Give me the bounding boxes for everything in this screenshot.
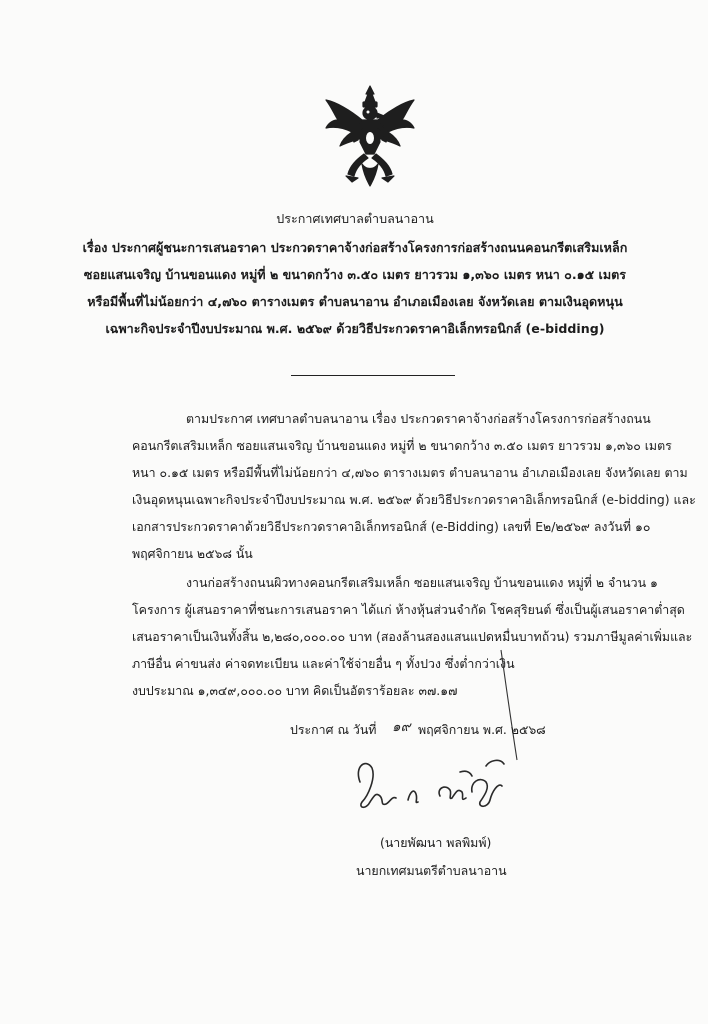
handwritten-signature <box>340 752 540 824</box>
announcement-date-prefix: ประกาศ ณ วันที่ <box>290 722 377 737</box>
subject-line-4: เฉพาะกิจประจำปีงบประมาณ พ.ศ. ๒๕๖๙ ด้วยวิธีประกวดราคาอิเล็กทรอนิกส์ (e-bidding) <box>105 321 605 336</box>
paragraph-1-line-6: พฤศจิกายน ๒๕๖๘ นั้น <box>132 546 253 561</box>
paragraph-1-line-5: เอกสารประกวดราคาด้วยวิธีประกวดราคาอิเล็กทรอนิกส์ (e-Bidding) เลขที่ E๒/๒๕๖๙ ลงวันที่ ๑๐ <box>132 519 651 534</box>
subject-line-3: หรือมีพื้นที่ไม่น้อยกว่า ๔,๗๖๐ ตารางเมตร ตำบลนาอาน อำเภอเมืองเลย จังหวัดเลย ตามเงินอุดหนุน <box>87 294 623 309</box>
paragraph-1-line-3: หนา ๐.๑๕ เมตร หรือมีพื้นที่ไม่น้อยกว่า ๔,๗๖๐ ตารางเมตร ตำบลนาอาน อำเภอเมืองเลย จังหวัดเลย ตาม <box>132 465 688 480</box>
paragraph-1-line-2: คอนกรีตเสริมเหล็ก ซอยแสนเจริญ บ้านขอนแดง หมู่ที่ ๒ ขนาดกว้าง ๓.๕๐ เมตร ยาวรวม ๑,๓๖๐ เมตร <box>132 438 672 453</box>
announcement-date-day: ๑๙ <box>392 719 411 735</box>
subject-line-1: เรื่อง ประกาศผู้ชนะการเสนอราคา ประกวดราคาจ้างก่อสร้างโครงการก่อสร้างถนนคอนกรีตเสริมเหล็ก <box>82 240 628 255</box>
paragraph-2-line-2: โครงการ ผู้เสนอราคาที่ชนะการเสนอราคา ได้แก่ ห้างหุ้นส่วนจำกัด โชคสุริยนต์ ซึ่งเป็นผู้เสนอราคาต่ำสุด <box>132 602 685 617</box>
garuda-emblem <box>322 80 418 190</box>
pen-stroke <box>495 648 535 763</box>
signer-title: นายกเทศมนตรีตำบลนาอาน <box>356 863 507 878</box>
paragraph-1-line-4: เงินอุดหนุนเฉพาะกิจประจำปีงบประมาณ พ.ศ. ๒๕๖๙ ด้วยวิธีประกวดราคาอิเล็กทรอนิกส์ (e-bidding) และ <box>132 492 696 507</box>
signer-name: (นายพัฒนา พลพิมพ์) <box>380 835 492 850</box>
announcement-date-rest: พฤศจิกายน พ.ศ. ๒๕๖๘ <box>418 722 546 737</box>
paragraph-2-line-1: งานก่อสร้างถนนผิวทางคอนกรีตเสริมเหล็ก ซอยแสนเจริญ บ้านขอนแดง หมู่ที่ ๒ จำนวน ๑ <box>186 575 658 590</box>
paragraph-2-line-3: เสนอราคาเป็นเงินทั้งสิ้น ๒,๒๘๐,๐๐๐.๐๐ บาท (สองล้านสองแสนแปดหมื่นบาทถ้วน) รวมภาษีมูลค่าเพิ่มและ <box>132 629 693 644</box>
paragraph-1-line-1: ตามประกาศ เทศบาลตำบลนาอาน เรื่อง ประกวดราคาจ้างก่อสร้างโครงการก่อสร้างถนน <box>186 411 651 426</box>
paragraph-2-line-4: ภาษีอื่น ค่าขนส่ง ค่าจดทะเบียน และค่าใช้จ่ายอื่น ๆ ทั้งปวง ซึ่งต่ำกว่าเงิน <box>132 656 515 671</box>
divider-rule <box>291 375 455 376</box>
subject-line-2: ซอยแสนเจริญ บ้านขอนแดง หมู่ที่ ๒ ขนาดกว้าง ๓.๕๐ เมตร ยาวรวม ๑,๓๖๐ เมตร หนา ๐.๑๕ เมตร <box>83 267 627 282</box>
paragraph-2-line-5: งบประมาณ ๑,๓๔๙,๐๐๐.๐๐ บาท คิดเป็นอัตราร้อยละ ๓๗.๑๗ <box>132 683 458 698</box>
issuer-line: ประกาศเทศบาลตำบลนาอาน <box>276 211 434 226</box>
